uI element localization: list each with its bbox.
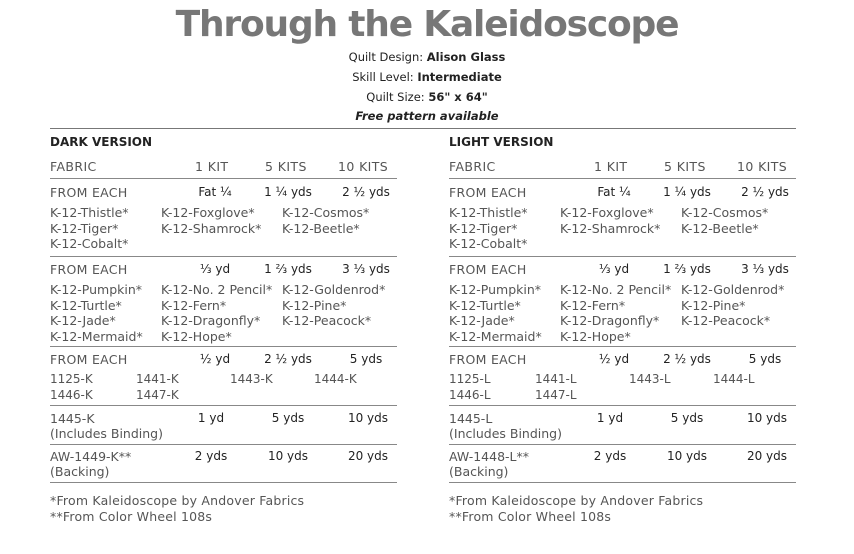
- fabric-item: K-12-Thistle*: [50, 205, 129, 220]
- fabric-item: K-12-Peacock*: [282, 313, 372, 328]
- qty-10-kits: 5 yds: [349, 352, 383, 366]
- footnote: **From Color Wheel 108s: [449, 509, 612, 524]
- fabric-item: 1447-L: [535, 388, 577, 402]
- fabric-item: K-12-Foxglove*: [560, 205, 654, 220]
- fabric-item: K-12-Jade*: [50, 313, 116, 328]
- qty-1-kit: Fat ¼: [597, 185, 631, 199]
- qty-5-kits: 1 ¼ yds: [264, 185, 312, 199]
- fabric-item: 1447-K: [136, 388, 179, 402]
- fabric-item: K-12-Cosmos*: [282, 205, 370, 220]
- qty-5-kits: 2 ½ yds: [264, 352, 312, 366]
- qty-10-kits: 3 ⅓ yds: [741, 262, 789, 276]
- fabric-item: 1125-L: [449, 372, 491, 386]
- qty-5-kits: 1 ⅔ yds: [264, 262, 312, 276]
- section-label: FROM EACH: [449, 185, 527, 200]
- fabric-item: 1444-K: [314, 372, 357, 386]
- dark-version-title: DARK VERSION: [50, 135, 153, 149]
- fabric-header: FABRIC: [449, 159, 496, 174]
- section-label: FROM EACH: [449, 352, 527, 367]
- qty-10-kits: 2 ½ yds: [342, 185, 390, 199]
- free-pattern-note: Free pattern available: [355, 109, 499, 123]
- fabric-item: K-12-Pumpkin*: [449, 282, 542, 297]
- qty-5-kits: 1 ⅔ yds: [663, 262, 711, 276]
- fabric-item: K-12-Goldenrod*: [282, 282, 386, 297]
- fabric-item: 1443-L: [629, 372, 671, 386]
- quilt-size-line: [0, 90, 854, 104]
- fabric-item: K-12-Mermaid*: [50, 329, 143, 344]
- qty-1-kit: 1 yd: [197, 411, 225, 425]
- fabric-header: FABRIC: [50, 159, 97, 174]
- kit10-header: 10 KITS: [338, 159, 389, 174]
- qty-5-kits: 5 yds: [271, 411, 305, 425]
- fabric-item: K-12-Turtle*: [449, 298, 521, 313]
- qty-1-kit: 1 yd: [596, 411, 624, 425]
- fabric-item: K-12-Beetle*: [681, 221, 759, 236]
- section-label: FROM EACH: [50, 185, 128, 200]
- fabric-item: K-12-Turtle*: [50, 298, 122, 313]
- fabric-item: K-12-Jade*: [449, 313, 515, 328]
- fabric-item: 1446-L: [449, 388, 491, 402]
- row-divider: [50, 405, 397, 406]
- binding-note: (Includes Binding): [50, 426, 163, 441]
- skill-level-line: [0, 70, 854, 84]
- fabric-item: 1443-K: [230, 372, 273, 386]
- section-label: FROM EACH: [50, 352, 128, 367]
- backing-note: (Backing): [50, 464, 110, 479]
- fabric-item: K-12-Pine*: [681, 298, 746, 313]
- fabric-item: K-12-Pumpkin*: [50, 282, 143, 297]
- qty-5-kits: 1 ¼ yds: [663, 185, 711, 199]
- row-divider: [449, 405, 796, 406]
- quilt-design-line: [0, 50, 854, 64]
- qty-1-kit: Fat ¼: [198, 185, 232, 199]
- fabric-item: K-12-No. 2 Pencil*: [560, 282, 672, 297]
- fabric-item: K-12-Tiger*: [50, 221, 119, 236]
- qty-5-kits: 5 yds: [670, 411, 704, 425]
- qty-10-kits: 5 yds: [748, 352, 782, 366]
- kit10-header: 10 KITS: [737, 159, 788, 174]
- fabric-item: K-12-Peacock*: [681, 313, 771, 328]
- qty-10-kits: 20 yds: [746, 449, 788, 463]
- fabric-item: 1441-K: [136, 372, 179, 386]
- fabric-item: 1446-K: [50, 388, 93, 402]
- row-divider: [50, 444, 397, 445]
- light-version-title: LIGHT VERSION: [449, 135, 554, 149]
- fabric-item: K-12-Goldenrod*: [681, 282, 785, 297]
- fabric-item: K-12-Hope*: [560, 329, 631, 344]
- fabric-item: K-12-Shamrock*: [560, 221, 661, 236]
- qty-5-kits: 2 ½ yds: [663, 352, 711, 366]
- fabric-item: K-12-No. 2 Pencil*: [161, 282, 273, 297]
- row-divider: [449, 444, 796, 445]
- fabric-item: K-12-Pine*: [282, 298, 347, 313]
- header-divider: [50, 128, 796, 129]
- row-divider: [50, 346, 397, 347]
- qty-5-kits: 10 yds: [666, 449, 708, 463]
- footnote: *From Kaleidoscope by Andover Fabrics: [449, 493, 704, 508]
- fabric-item: K-12-Fern*: [560, 298, 626, 313]
- fabric-item: 1444-L: [713, 372, 755, 386]
- kit5-header: 5 KITS: [664, 159, 706, 174]
- row-divider: [50, 256, 397, 257]
- qty-1-kit: ⅓ yd: [199, 262, 231, 276]
- qty-10-kits: 2 ½ yds: [741, 185, 789, 199]
- fabric-item: K-12-Beetle*: [282, 221, 360, 236]
- backing-fabric: AW-1448-L**: [449, 449, 530, 464]
- qty-1-kit: 2 yds: [593, 449, 627, 463]
- fabric-item: K-12-Mermaid*: [449, 329, 542, 344]
- qty-10-kits: 10 yds: [347, 411, 389, 425]
- qty-10-kits: 3 ⅓ yds: [342, 262, 390, 276]
- skill-level-value: Intermediate: [417, 70, 502, 84]
- footnote: **From Color Wheel 108s: [50, 509, 213, 524]
- binding-fabric: 1445-L: [449, 411, 493, 426]
- backing-fabric: AW-1449-K**: [50, 449, 132, 464]
- row-divider: [50, 482, 397, 483]
- footnote: *From Kaleidoscope by Andover Fabrics: [50, 493, 305, 508]
- skill-level-label: Skill Level:: [352, 70, 414, 84]
- fabric-item: K-12-Hope*: [161, 329, 232, 344]
- row-divider: [449, 482, 796, 483]
- fabric-item: K-12-Dragonfly*: [560, 313, 660, 328]
- section-label: FROM EACH: [449, 262, 527, 277]
- quilt-design-value: Alison Glass: [426, 50, 506, 64]
- fabric-item: K-12-Tiger*: [449, 221, 518, 236]
- binding-fabric: 1445-K: [50, 411, 95, 426]
- row-divider: [449, 256, 796, 257]
- quilt-design-label: Quilt Design:: [348, 50, 424, 64]
- qty-10-kits: 20 yds: [347, 449, 389, 463]
- fabric-item: 1125-K: [50, 372, 93, 386]
- backing-note: (Backing): [449, 464, 509, 479]
- row-divider: [449, 178, 796, 179]
- qty-10-kits: 10 yds: [746, 411, 788, 425]
- qty-1-kit: ½ yd: [199, 352, 231, 366]
- section-label: FROM EACH: [50, 262, 128, 277]
- fabric-item: 1441-L: [535, 372, 577, 386]
- pattern-title: Through the Kaleidoscope: [175, 4, 679, 45]
- qty-1-kit: ⅓ yd: [598, 262, 630, 276]
- fabric-item: K-12-Cosmos*: [681, 205, 769, 220]
- row-divider: [449, 346, 796, 347]
- fabric-item: K-12-Cobalt*: [449, 236, 528, 251]
- fabric-item: K-12-Thistle*: [449, 205, 528, 220]
- qty-5-kits: 10 yds: [267, 449, 309, 463]
- row-divider: [50, 178, 397, 179]
- fabric-item: K-12-Shamrock*: [161, 221, 262, 236]
- kit1-header: 1 KIT: [594, 159, 628, 174]
- binding-note: (Includes Binding): [449, 426, 562, 441]
- fabric-item: K-12-Cobalt*: [50, 236, 129, 251]
- fabric-item: K-12-Dragonfly*: [161, 313, 261, 328]
- fabric-item: K-12-Foxglove*: [161, 205, 255, 220]
- kit5-header: 5 KITS: [265, 159, 307, 174]
- qty-1-kit: ½ yd: [598, 352, 630, 366]
- fabric-item: K-12-Fern*: [161, 298, 227, 313]
- qty-1-kit: 2 yds: [194, 449, 228, 463]
- kit1-header: 1 KIT: [195, 159, 229, 174]
- quilt-size-label: Quilt Size:: [366, 90, 425, 104]
- quilt-size-value: 56" x 64": [428, 90, 488, 104]
